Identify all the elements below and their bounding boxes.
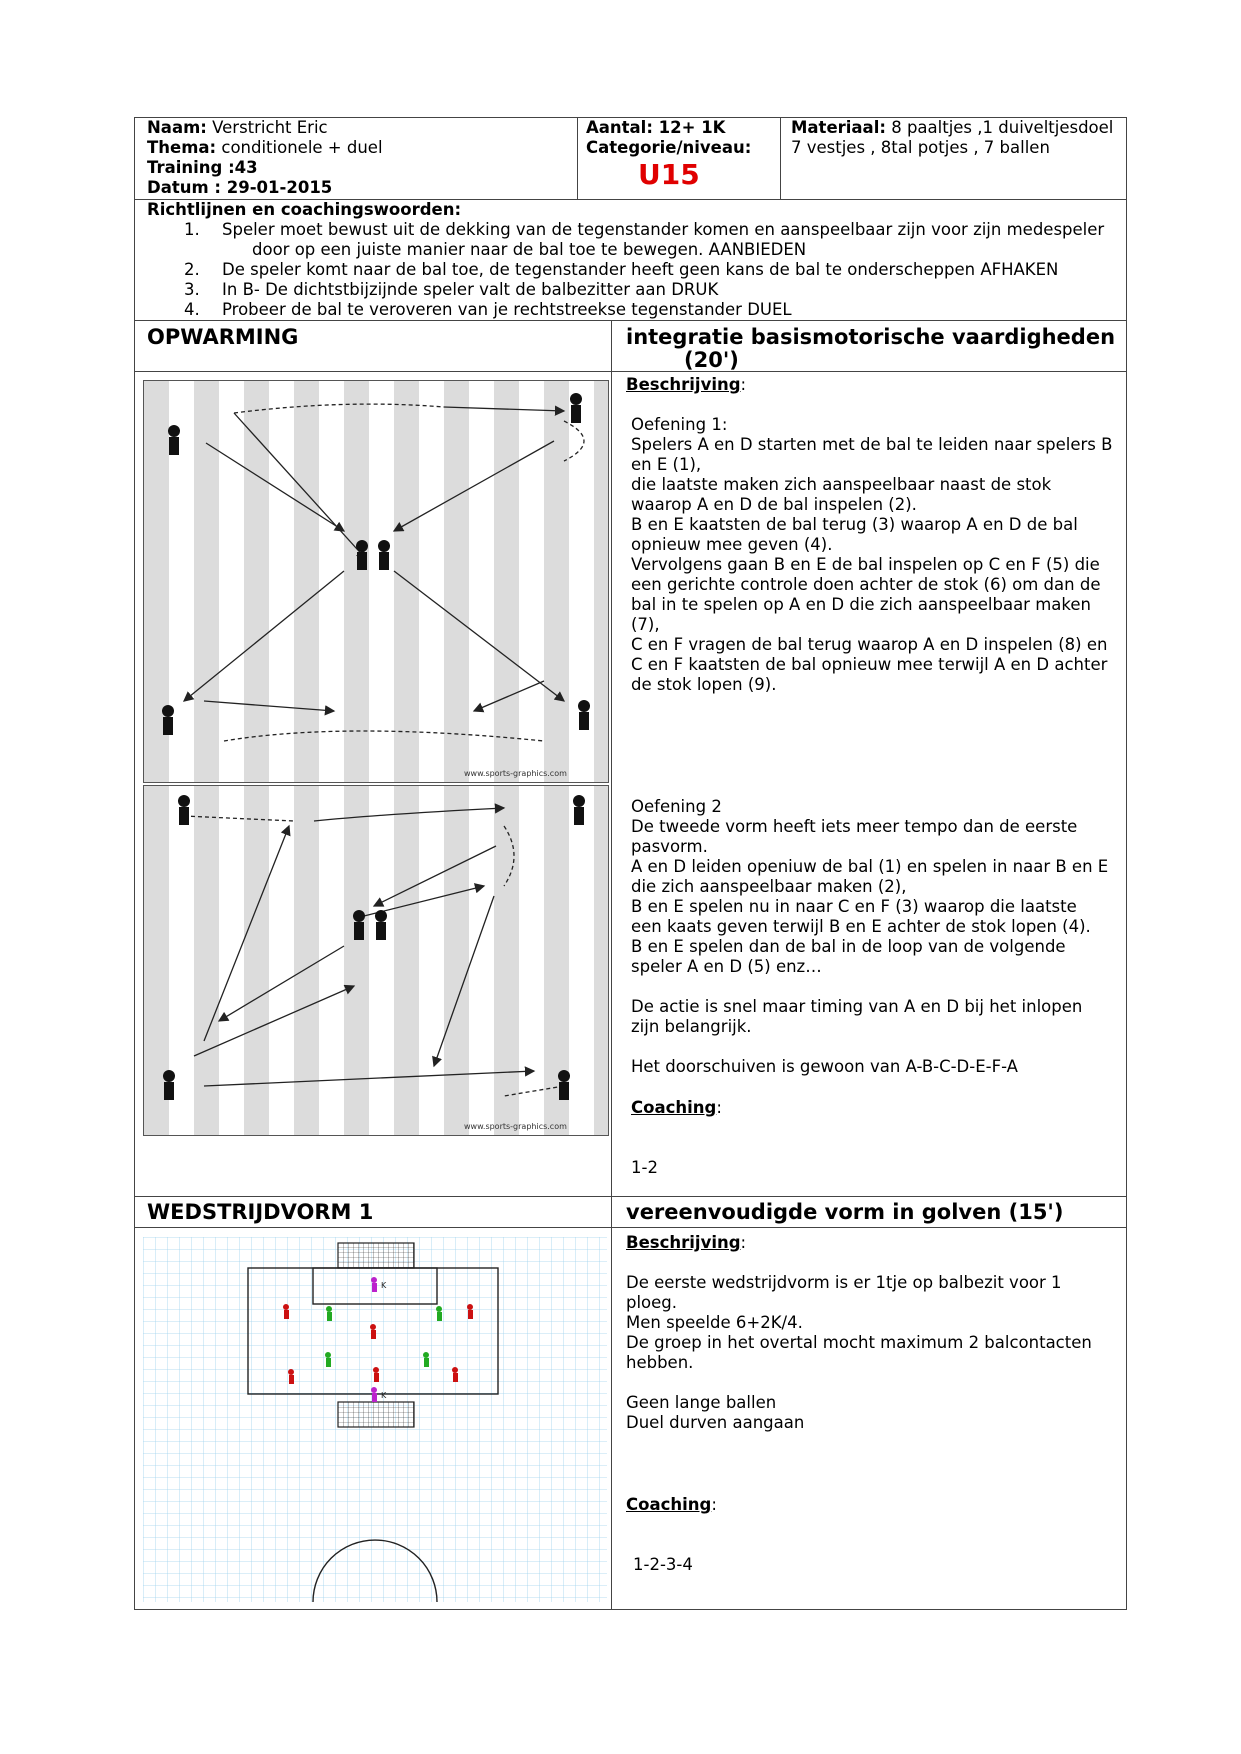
text-line: en E (1), [631,455,702,474]
list-item [137,260,1122,280]
text-line: een gerichte controle doen achter de stok (6) om dan de [631,575,1101,594]
exercise-1-field [144,381,608,782]
text-line: zijn belangrijk. [631,1017,752,1036]
text-line: hebben. [626,1353,694,1372]
text-line: die laatste maken zich aanspeelbaar naast de stok [631,475,1052,494]
beschrijving-label: Beschrijving [626,1233,741,1252]
text-line: een kaats geven terwijl B en E achter de stok lopen (4). [631,917,1091,936]
text-line: speler A en D (5) enz… [631,957,822,976]
coaching-label: Coaching [626,1495,712,1514]
text-line: (7), [631,615,660,634]
text-line: B en E spelen nu in naar C en F (3) waarop die laatste [631,897,1077,916]
richtlijnen-title: Richtlijnen en coachingswoorden: [147,200,462,219]
text-line: Vervolgens gaan B en E de bal inspelen op C en F (5) die [631,555,1100,574]
item-number: 1. [184,220,200,239]
niveau-value: U15 [638,158,700,191]
wedstrijd-title-bottom [134,1227,1127,1228]
text-line [631,977,1121,997]
text-line: opnieuw mee geven (4). [631,535,833,554]
text-line: Men speelde 6+2K/4. [626,1313,803,1332]
text-line: waarop A en D de bal inspelen (2). [631,495,917,514]
exercise-1-diagram [143,380,609,783]
text-line [626,1373,1121,1393]
opwarming-title-bottom [134,371,1127,372]
item-text: De speler komt naar de bal toe, de tegenstander heeft geen kans de bal te onderscheppen AFHAKEN [222,260,1059,279]
list-item [137,300,1122,320]
header-divider-2 [780,117,781,199]
item-number: 4. [184,300,200,319]
text-line: Het doorschuiven is gewoon van A-B-C-D-E-F-A [631,1057,1018,1076]
text-line: pasvorm. [631,837,708,856]
text-line: C en F vragen de bal terug waarop A en D inspelen (8) en [631,635,1108,654]
text-line: Duel durven aangaan [626,1413,805,1432]
text-line: bal in te spelen op A en D die zich aanspeelbaar maken [631,595,1091,614]
wedstrijd-coaching-label: Coaching: [626,1495,717,1514]
opwarming-title: OPWARMING [147,325,299,349]
materiaal-line2: 7 vestjes , 8tal potjes , 7 ballen [791,138,1050,157]
thema-row [147,138,383,158]
svg-text:K: K [381,1391,387,1400]
goal-top [338,1243,414,1268]
wedstrijd-coaching-value: 1-2-3-4 [633,1555,693,1574]
aantal: Aantal: 12+ 1K [586,118,726,137]
wedstrijd-title: WEDSTRIJDVORM 1 [147,1200,374,1224]
text-line: B en E kaatsten de bal terug (3) waarop A en D de bal [631,515,1078,534]
coaching-label: Coaching [631,1098,717,1117]
beschrijving-label: Beschrijving [626,375,741,394]
item-number: 2. [184,260,200,279]
materiaal-label: Materiaal: [791,118,886,137]
list-item [137,220,1122,260]
opwarming-subtitle-line1: integratie basismotorische vaardigheden [626,325,1116,349]
text-line: De groep in het overtal mocht maximum 2 balcontacten [626,1333,1092,1352]
text-line: De eerste wedstrijdvorm is er 1tje op balbezit voor 1 [626,1273,1062,1292]
text-line: Oefening 2 [631,797,722,816]
wedstrijd-text [626,1273,1121,1433]
item-text-cont: door op een juiste manier naar de bal toe te bewegen. AANBIEDEN [252,240,807,259]
item-text: Speler moet bewust uit de dekking van de tegenstander komen en aanspeelbaar zijn voor zijn medespeler [222,220,1105,239]
richtlijnen-bottom [134,320,1127,321]
opwarming-coaching-label: Coaching: [631,1098,722,1117]
text-line: De tweede vorm heeft iets meer tempo dan de eerste [631,817,1078,836]
naam-value: Verstricht Eric [212,118,328,137]
diagram-watermark: www.sports-graphics.com [464,1122,567,1131]
oefening-2-text [631,797,1121,1077]
goal-mini [338,1402,414,1427]
list-item [137,280,1122,300]
opwarming-beschrijving-label: Beschrijving: [626,375,747,394]
categorie-label: Categorie/niveau: [586,138,752,157]
thema-value: conditionele + duel [221,138,383,157]
text-line: A en D leiden openiuw de bal (1) en spelen in naar B en E [631,857,1109,876]
exercise-2-diagram [143,785,609,1136]
opwarming-coaching-value: 1-2 [631,1158,658,1177]
text-line: ploeg. [626,1293,678,1312]
table-border-left [134,117,135,1610]
datum: Datum : 29-01-2015 [147,178,333,197]
text-line: Spelers A en D starten met de bal te leiden naar spelers B [631,435,1113,454]
text-line: C en F kaatsten de bal opnieuw mee terwijl A en D achter [631,655,1108,674]
oefening-1-text [631,415,1121,695]
column-divider-wedstrijd [611,1196,612,1610]
text-line: die zich aanspeelbaar maken (2), [631,877,907,896]
materiaal-line1: 8 paaltjes ,1 duiveltjesdoel [891,118,1114,137]
text-line: Geen lange ballen [626,1393,777,1412]
text-line: Oefening 1: [631,415,728,434]
materiaal-row [791,118,1113,138]
diagram-watermark: www.sports-graphics.com [464,769,567,778]
header-divider-1 [577,117,578,199]
item-text: Probeer de bal te veroveren van je rechtstreekse tegenstander DUEL [222,300,792,319]
match-form-diagram [143,1237,607,1602]
opwarming-subtitle-line2: (20') [684,348,739,372]
thema-label: Thema: [147,138,217,157]
column-divider-opwarming [611,320,612,1196]
item-number: 3. [184,280,200,299]
wedstrijd-beschrijving-label: Beschrijving: [626,1233,747,1252]
wedstrijd-subtitle: vereenvoudigde vorm in golven (15') [626,1200,1064,1224]
svg-text:K: K [381,1281,387,1290]
text-line: de stok lopen (9). [631,675,777,694]
item-text: In B- De dichtstbijzijnde speler valt de balbezitter aan DRUK [222,280,719,299]
text-line: De actie is snel maar timing van A en D bij het inlopen [631,997,1083,1016]
naam-label: Naam: [147,118,207,137]
table-border-right [1126,117,1127,1610]
richtlijnen-list [137,220,1122,320]
training-number: Training :43 [147,158,258,177]
wedstrijd-title-top [134,1196,1127,1197]
exercise-2-field [144,786,608,1135]
text-line: B en E spelen dan de bal in de loop van de volgende [631,937,1066,956]
text-line [631,1037,1121,1057]
pitch [143,1237,607,1602]
naam-row [147,118,328,138]
table-border-bottom [134,1609,1127,1610]
